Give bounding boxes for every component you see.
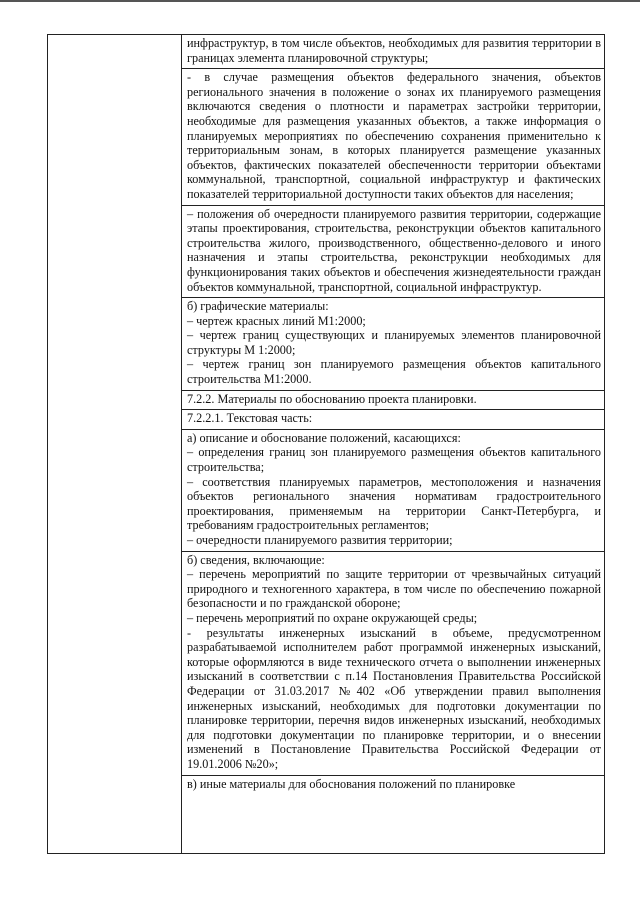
text-line: 7.2.2. Материалы по обоснованию проекта планировки.	[187, 391, 477, 406]
text-line: – перечень мероприятий по охране окружающей среды;	[187, 610, 478, 625]
table-cell	[182, 776, 604, 795]
text-line: - в случае размещения объектов федерального значения, объектов регионального значения в положение о зонах их планируемого размещения включаются сведения о плотности и параметрах застройки территории, необходимые для размещения указанных объектов, а также информация о планируемых мероприятиях по обеспечению сохранения применительно к территориальным зонам, в которых планируется размещение указанных объектов, фактических показателей обеспеченности территории объектами коммунальной, транспортной, социальной инфраструктур и фактических показателей территориальной доступности таких объектов для населения;	[187, 70, 601, 201]
text-line: – чертеж границ существующих и планируемых элементов планировочной структуры М 1:2000;	[187, 328, 601, 357]
table-cell	[182, 69, 604, 205]
document-table	[47, 34, 605, 854]
text-line: – положения об очередности планируемого развития территории, содержащие этапы проектирования, строительства, реконструкции объектов капитального строительства жилого, производственного, общественно-делового и иного назначения и этапы строительства, реконструкции необходимых для функционирования таких объектов и обеспечения жизнедеятельности граждан объектов коммунальной, транспортной, социальной инфраструктур.	[187, 206, 601, 294]
text-line: – перечень мероприятий по защите территории от чрезвычайных ситуаций природного и техногенного характера, в том числе по обеспечению пожарной безопасности и по гражданской обороне;	[187, 567, 601, 611]
text-line: 7.2.2.1. Текстовая часть:	[187, 411, 313, 426]
table-cell	[182, 430, 604, 552]
table-cell	[182, 391, 604, 411]
text-line: б) сведения, включающие:	[187, 552, 325, 567]
text-line: – очередности планируемого развития территории;	[187, 533, 453, 547]
text-line: – чертеж красных линий М1:2000;	[187, 313, 366, 328]
table-cell	[182, 206, 604, 299]
table-cell	[182, 552, 604, 776]
text-line: – чертеж границ зон планируемого размещения объектов капитального строительства М1:2000.	[187, 357, 601, 387]
text-line: б) графические материалы:	[187, 299, 329, 314]
text-line: – определения границ зон планируемого размещения объектов капитального строительства;	[187, 445, 601, 475]
text-line: инфраструктур, в том числе объектов, необходимых для развития территории в границах элемента планировочной структуры;	[187, 36, 601, 65]
table-cell	[182, 298, 604, 391]
table-right-column	[182, 35, 604, 853]
text-line: – соответствия планируемых параметров, местоположения и назначения объектов регионального значения нормативам градостроительного проектирования, применяемым на территории Санкт-Петербурга, и требованиям градостроительных регламентов;	[187, 474, 601, 533]
table-left-column	[48, 35, 182, 853]
table-cell	[182, 410, 604, 430]
text-line: в) иные материалы для обоснования положений по планировке	[187, 776, 516, 791]
text-line: - результаты инженерных изысканий в объеме, предусмотренном разрабатываемой исполнителем работ программой инженерных изысканий, которые оформляются в виде технического отчета о выполнении инженерных изысканий в соответствии с п.14 Постановления Правительства Российской Федерации от 31.03.2017 №402 «Об утверждении правил выполнения инженерных изысканий, необходимых для подготовки документации по планировке территории, перечня видов инженерных изысканий, необходимых для подготовки документации по планировке территории, и о внесении изменений в Постановление Правительства Российской Федерации от 19.01.2006 №20»;	[187, 625, 601, 771]
page-top-edge	[0, 0, 640, 2]
text-line: а) описание и обоснование положений, касающихся:	[187, 430, 461, 445]
table-cell	[182, 35, 604, 69]
